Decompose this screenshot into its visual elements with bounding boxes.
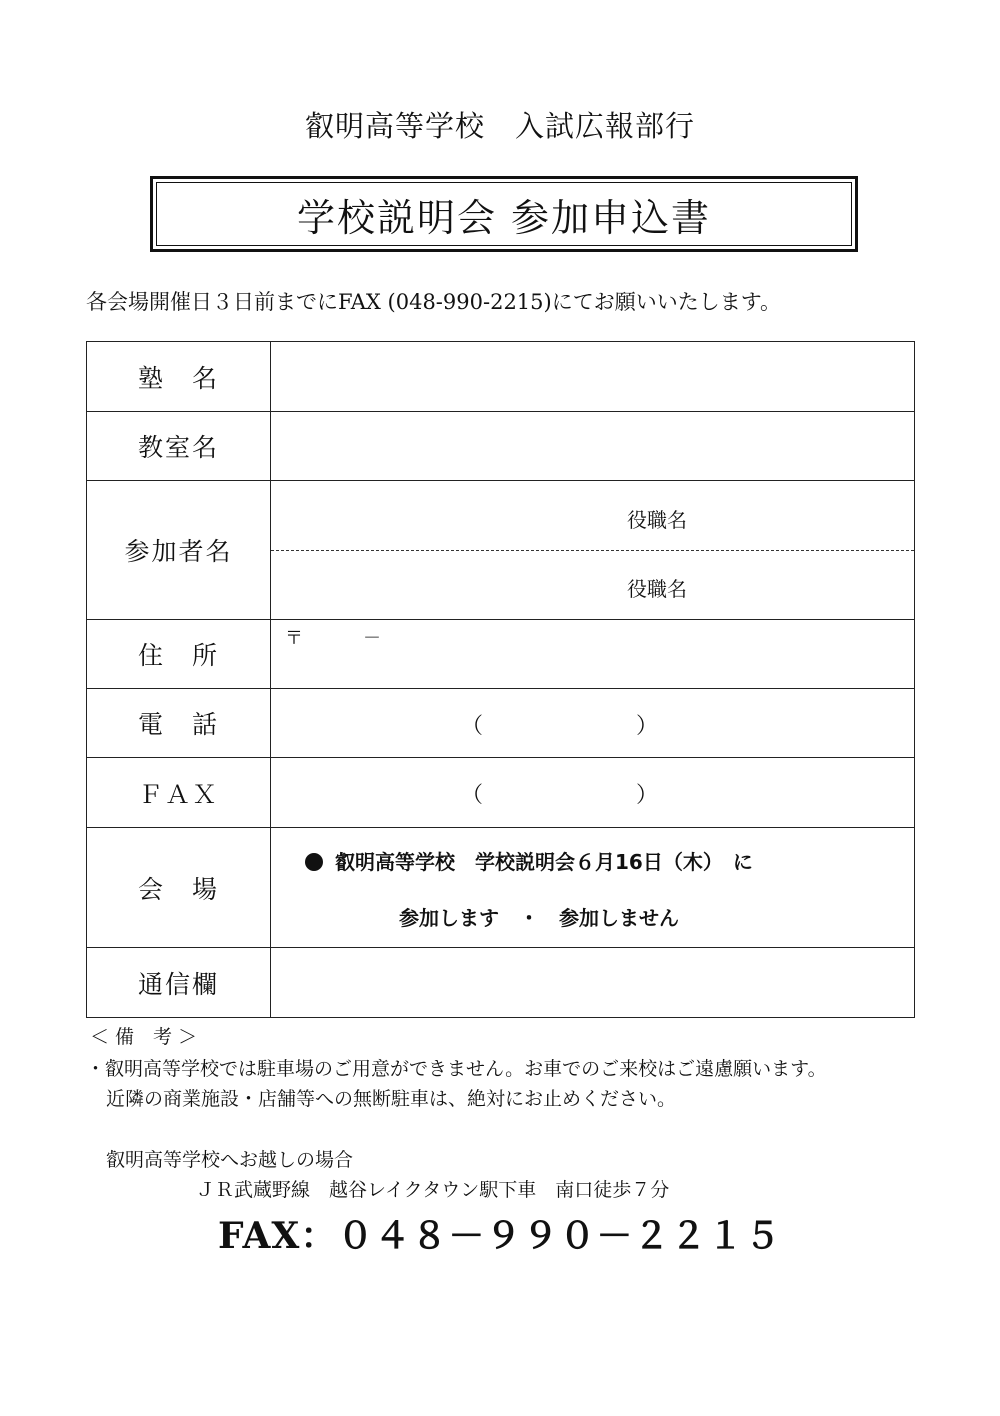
- field-classroom-name[interactable]: [271, 412, 915, 481]
- label-venue: 会 場: [87, 828, 271, 948]
- application-form-table: [86, 341, 915, 1018]
- attendance-choice[interactable]: 参加します ・ 参加しません: [399, 906, 679, 930]
- row-participants: [87, 481, 915, 620]
- label-message: 通信欄: [87, 948, 271, 1018]
- phone-paren-open: （: [461, 714, 484, 739]
- field-fax[interactable]: [271, 758, 915, 828]
- label-juku-name: 塾 名: [87, 342, 271, 412]
- role-label-2: 役職名: [627, 576, 687, 601]
- access-title: 叡明高等学校へお越しの場合: [106, 1149, 354, 1171]
- row-phone: [87, 689, 915, 758]
- role-label-1: 役職名: [627, 507, 687, 532]
- label-classroom-name: 教室名: [87, 412, 271, 481]
- field-juku-name[interactable]: [271, 342, 915, 412]
- phone-paren-close: ）: [636, 714, 659, 739]
- row-venue: [87, 828, 915, 948]
- bullet-icon: [305, 853, 323, 871]
- field-phone[interactable]: [271, 689, 915, 758]
- title-frame: [150, 176, 858, 252]
- form-title: 学校説明会 参加申込書: [156, 182, 852, 246]
- label-fax: ＦＡＸ: [87, 758, 271, 828]
- addressee-heading: 叡明高等学校 入試広報部行: [304, 109, 695, 143]
- venue-session-text: 叡明高等学校 学校説明会６月16日（木） に: [335, 850, 753, 874]
- field-participants: [271, 481, 915, 620]
- fax-paren-open: （: [461, 783, 484, 808]
- label-phone: 電 話: [87, 689, 271, 758]
- row-juku: [87, 342, 915, 412]
- access-route: ＪＲ武蔵野線 越谷レイクタウン駅下車 南口徒歩７分: [196, 1179, 670, 1201]
- remarks-no-parking-line: 近隣の商業施設・店舗等への無断駐車は、絶対にお止めください。: [106, 1088, 677, 1110]
- field-address[interactable]: [271, 620, 915, 689]
- venue-session-line: [305, 846, 753, 875]
- row-classroom: [87, 412, 915, 481]
- postal-mark-icon: 〒: [285, 628, 303, 649]
- field-participant-1[interactable]: [271, 482, 914, 551]
- remarks-heading: ＜ 備 考 ＞: [90, 1026, 198, 1048]
- label-participant-names: 参加者名: [87, 481, 271, 620]
- fax-number-footer: FAX：０４８－９９０－２２１５: [218, 1215, 782, 1257]
- field-message[interactable]: [271, 948, 915, 1018]
- fax-paren-close: ）: [636, 783, 659, 808]
- submission-notice: 各会場開催日３日前までにFAX (048-990-2215)にてお願いいたします。: [86, 290, 782, 314]
- row-message: [87, 948, 915, 1018]
- field-participant-2[interactable]: [271, 551, 914, 619]
- postal-dash: －: [363, 628, 381, 649]
- row-fax: [87, 758, 915, 828]
- remarks-parking-line: ・叡明高等学校では駐車場のご用意ができません。お車でのご来校はご遠慮願います。: [86, 1058, 827, 1080]
- label-address: 住 所: [87, 620, 271, 689]
- row-address: [87, 620, 915, 689]
- field-venue: [271, 828, 915, 948]
